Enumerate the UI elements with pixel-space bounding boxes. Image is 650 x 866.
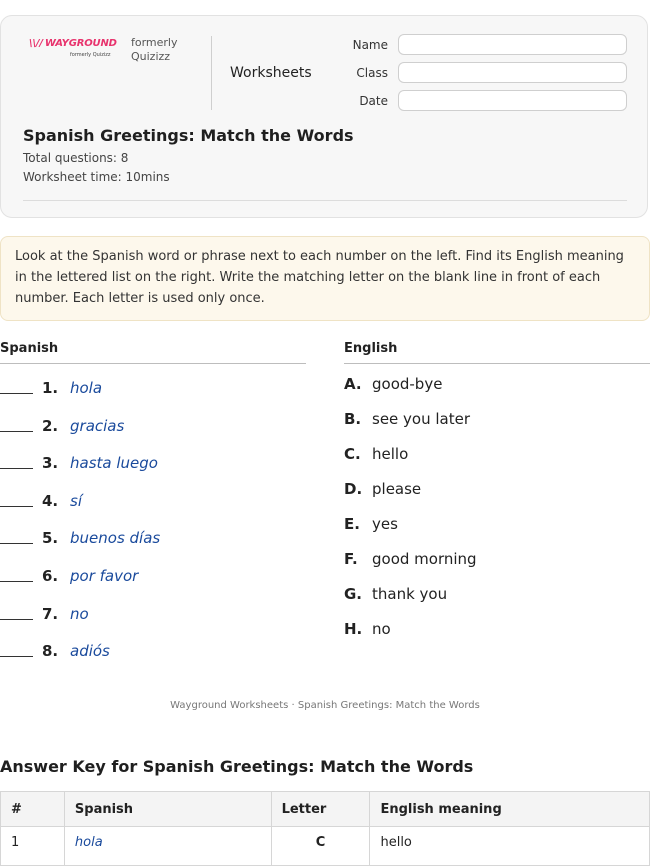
date-field[interactable]	[398, 90, 627, 111]
header-english-meaning: English meaning	[370, 792, 650, 827]
spanish-word: sí	[70, 492, 82, 510]
spanish-word: por favor	[70, 567, 139, 585]
worksheet-time: Worksheet time: 10mins	[23, 170, 170, 184]
spanish-item: 1. hola	[0, 377, 320, 401]
name-label: Name	[352, 38, 388, 52]
name-field[interactable]	[398, 34, 627, 55]
table-row: 1 hola C hello	[1, 827, 650, 866]
english-item: H. no	[344, 620, 391, 638]
logo-mark-icon: \\//	[29, 38, 43, 49]
answer-key-title: Answer Key for Spanish Greetings: Match the Words	[0, 757, 474, 776]
english-item: E. yes	[344, 515, 398, 533]
english-meaning: no	[372, 620, 391, 638]
english-item: G. thank you	[344, 585, 448, 603]
answer-blank[interactable]	[0, 431, 33, 432]
spanish-item: 4. sí	[0, 490, 320, 514]
english-column-rule	[344, 363, 650, 364]
instructions-box: Look at the Spanish word or phrase next to each number on the left. Find its English meaning in the lettered list on the right. Write the matching letter on the blank line in front of each number. Each letter is used only once.	[0, 236, 650, 321]
english-meaning: please	[372, 480, 422, 498]
header-spanish: Spanish	[64, 792, 271, 827]
english-meaning: see you later	[372, 410, 471, 428]
vertical-divider	[211, 36, 212, 110]
logo-text: WAYGROUND	[44, 38, 117, 49]
logo-subtext: formerly Quizizz	[70, 52, 111, 58]
answer-blank[interactable]	[0, 543, 33, 544]
header-number: #	[1, 792, 65, 827]
spanish-column-heading: Spanish	[0, 341, 59, 356]
english-item: F. good morning	[344, 550, 477, 568]
answer-blank[interactable]	[0, 393, 33, 394]
worksheet-title: Spanish Greetings: Match the Words	[23, 126, 354, 145]
spanish-word: hasta luego	[70, 454, 158, 472]
header-letter: Letter	[271, 792, 370, 827]
english-column-heading: English	[344, 341, 398, 356]
worksheet-header	[0, 15, 648, 218]
class-field[interactable]	[398, 62, 627, 83]
spanish-item: 8. adiós	[0, 640, 320, 664]
worksheets-label: Worksheets	[230, 65, 312, 81]
spanish-item: 6. por favor	[0, 565, 320, 589]
english-meaning: thank you	[372, 585, 448, 603]
spanish-word: no	[70, 605, 89, 623]
class-label: Class	[356, 66, 388, 80]
spanish-word: buenos días	[70, 529, 161, 547]
spanish-word: hola	[70, 379, 103, 397]
header-divider	[23, 200, 627, 201]
english-item: D. please	[344, 480, 422, 498]
spanish-item: 5. buenos días	[0, 527, 320, 551]
spanish-word: adiós	[70, 642, 110, 660]
english-meaning: good morning	[372, 550, 477, 568]
english-item: B. see you later	[344, 410, 471, 428]
english-item: C. hello	[344, 445, 409, 463]
answer-blank[interactable]	[0, 656, 33, 657]
formerly-note: formerly Quizizz	[131, 36, 178, 63]
date-label: Date	[359, 94, 388, 108]
english-item: A. good-bye	[344, 375, 443, 393]
spanish-item: 3. hasta luego	[0, 452, 320, 476]
wayground-logo	[29, 38, 121, 64]
english-meaning: good-bye	[372, 375, 443, 393]
spanish-column-rule	[0, 363, 306, 364]
spanish-word: gracias	[70, 417, 125, 435]
answer-key-header-row	[1, 792, 650, 827]
spanish-item: 7. no	[0, 603, 320, 627]
answer-blank[interactable]	[0, 468, 33, 469]
spanish-item: 2. gracias	[0, 415, 320, 439]
answer-blank[interactable]	[0, 581, 33, 582]
total-questions: Total questions: 8	[23, 151, 129, 165]
answer-key-table	[0, 791, 650, 866]
answer-blank[interactable]	[0, 619, 33, 620]
answer-blank[interactable]	[0, 506, 33, 507]
english-meaning: hello	[372, 445, 409, 463]
page-footer: Wayground Worksheets · Spanish Greetings: Match the Words	[170, 700, 480, 711]
english-meaning: yes	[372, 515, 398, 533]
